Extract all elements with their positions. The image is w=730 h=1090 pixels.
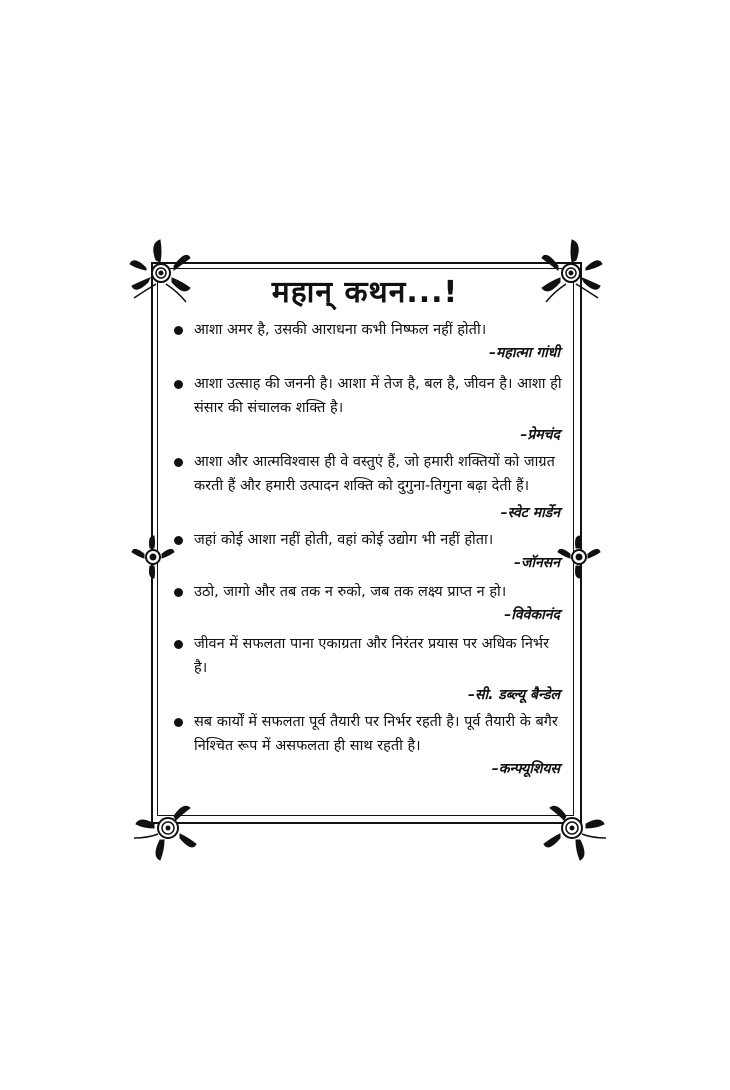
quote-author: –प्रेमचंद	[520, 427, 560, 443]
page-title: महान् कथन...!	[271, 275, 459, 310]
bullet-icon	[174, 640, 183, 649]
quote-text: आशा उत्साह की जननी है। आशा में तेज है, बल है, जीवन है। आशा ही संसार की संचालक शक्ति है।	[194, 376, 562, 416]
quote-author: –कन्फ्यूशियस	[491, 761, 560, 777]
quote-author: –महात्मा गांधी	[489, 345, 560, 361]
quote-item	[172, 450, 564, 524]
flower-ornament-icon	[130, 794, 200, 864]
flower-ornament-icon	[130, 534, 176, 580]
quote-item	[172, 372, 564, 446]
quote-item	[172, 632, 564, 706]
quote-text: जहां कोई आशा नहीं होती, वहां कोई उद्योग भी नहीं होता।	[194, 532, 494, 548]
quote-author: –विवेकानंद	[504, 607, 560, 623]
quote-text: जीवन में सफलता पाना एकाग्रता और निरंतर प्रयास पर अधिक निर्भर है।	[194, 636, 550, 676]
quote-text: उठो, जागो और तब तक न रुको, जब तक लक्ष्य प्राप्त न हो।	[194, 584, 507, 600]
bullet-icon	[174, 380, 183, 389]
quote-item	[172, 318, 564, 364]
bullet-icon	[174, 326, 183, 335]
quote-text: आशा अमर है, उसकी आराधना कभी निष्फल नहीं होती।	[194, 322, 487, 338]
bullet-icon	[174, 588, 183, 597]
flower-ornament-icon	[540, 794, 610, 864]
quote-list	[172, 318, 564, 780]
quote-item	[172, 580, 564, 626]
bullet-icon	[174, 718, 183, 727]
quote-author: –जॉनसन	[513, 555, 560, 571]
quote-author: –स्वेट मार्डेन	[500, 505, 560, 521]
bullet-icon	[174, 458, 183, 467]
quote-text: सब कार्यों में सफलता पूर्व तैयारी पर निर्भर रहती है। पूर्व तैयारी के बगैर निश्चित रूप में असफलता ही साथ रहती है।	[194, 714, 558, 754]
quote-text: आशा और आत्मविश्वास ही वे वस्तुएं हैं, जो हमारी शक्तियों को जाग्रत करती हैं और हमारी उत्पादन शक्ति को दुगुना-तिगुना बढ़ा देती हैं।	[194, 454, 555, 494]
quote-author: –सी. डब्ल्यू बैन्डेल	[467, 687, 560, 703]
bullet-icon	[174, 536, 183, 545]
flower-ornament-icon	[126, 238, 196, 308]
quote-item	[172, 710, 564, 780]
quote-item	[172, 528, 564, 574]
flower-ornament-icon	[536, 238, 606, 308]
